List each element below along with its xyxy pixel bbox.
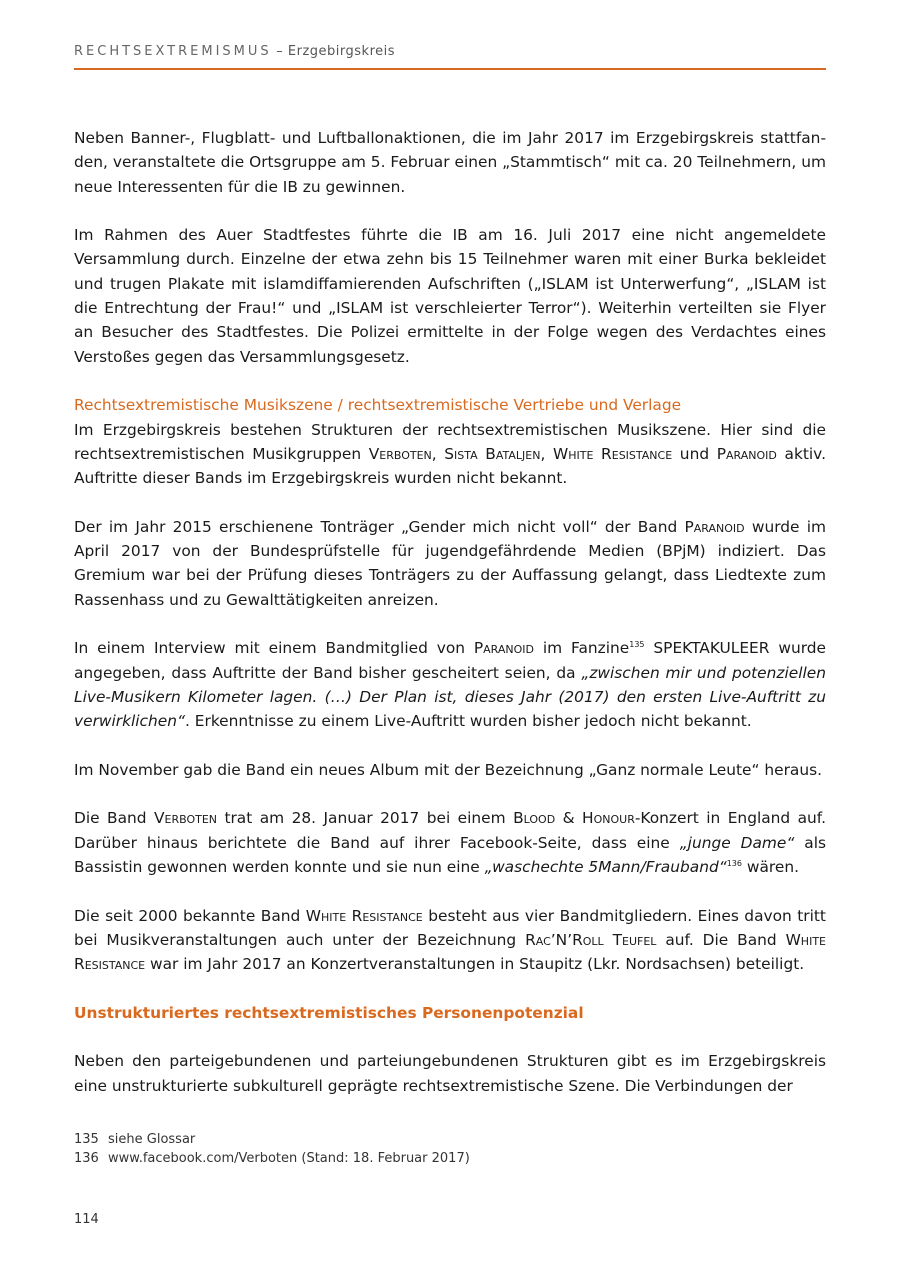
text-run: als Bassistin gewonnen werden konnte und sie nun eine [74,833,827,876]
subheading-music-scene: Rechtsextremistische Musikszene / rechtsextremistische Vertriebe und Verlage [74,396,682,415]
paragraph-interview [74,636,826,733]
paragraph-banner-actions: Neben Banner-, Flugblatt- und Luftballonaktionen, die im Jahr 2017 im Erzgebirgskreis stattfanden, veranstaltete die Ortsgruppe am 5. Februar einen „Stammtisch“ mit ca. 20 Teilnehmern, um neue Interessenten für die IB zu gewinnen. [74,129,826,196]
text-run: In einem Interview mit einem Bandmitglied von [74,639,474,658]
text-run: aktiv. Auftritte dieser Bands im Erzgebirgskreis wurden nicht bekannt. [74,444,826,488]
band-name: Verboten [368,444,432,463]
text-run: . Erkenntnisse zu einem Live-Auftritt wurden bisher jedoch nicht bekannt. [184,712,752,731]
text-run: Die Band [74,809,154,828]
paragraph-album: Im November gab die Band ein neues Album mit der Bezeichnung „Ganz normale Leute“ heraus. [74,760,823,779]
footnotes [74,1130,470,1168]
quote: „zwischen mir und potenziellen Live-Musikern Kilometer lagen. (…) Der Plan ist, dieses Jahr (2017) den ersten Live-Auftritt zu verwirklichen“ [74,663,826,731]
footnote-number: 135 [74,1132,99,1147]
body-text [74,126,826,1098]
quote: „junge Dame“ [679,833,795,852]
text-run: Die seit 2000 bekannte Band [74,906,306,925]
band-name: Paranoid [716,444,777,463]
footnote-text: siehe Glossar [108,1132,196,1147]
paragraph-verboten-concert [74,806,826,879]
footnote-number: 136 [74,1151,99,1166]
text-run: , [431,444,445,463]
text-run: besteht aus vier Bandmitgliedern. Eines davon tritt bei Musikveranstaltungen auch unter der Bezeichnung [74,906,826,949]
band-name: White Resistance [305,906,423,925]
footnote-ref[interactable]: 136 [726,858,742,868]
section-heading-unstructured: Unstrukturiertes rechtsextremistisches Personenpotenzial [74,1003,584,1022]
footnote [74,1149,470,1168]
text-run: war im Jahr 2017 an Konzertveranstaltungen in Staupitz (Lkr. Nordsachsen) beteiligt. [145,955,805,974]
paragraph-stadtfest: Im Rahmen des Auer Stadtfestes führte die IB am 16. Juli 2017 eine nicht angemeldete Versammlung durch. Einzelne der etwa zehn bis 15 Teilnehmer waren mit einer Burka bekleidet und trugen Plakate mit islamdiffamierenden Aufschriften („ISLAM ist Unterwerfung“, „ISLAM ist die Entrechtung der Frau!“ und „ISLAM ist verschleierter Terror“). Weiterhin verteilten sie Flyer an Besucher des Stadtfestes. Die Polizei ermittelte in der Folge wegen des Verdachtes eines Verstoßes gegen das Versammlungsgesetz. [74,226,826,366]
band-name: White Resistance [74,930,826,974]
paragraph-white-resistance [74,904,826,977]
text-run: Im Erzgebirgskreis bestehen Strukturen der rechtsextremistischen Musikszene. Hier sind die rechtsextremistischen Musikgruppen [74,420,826,463]
band-name: White Resistance [553,444,673,463]
running-header [74,44,826,70]
header-separator: – [271,44,288,59]
paragraph-unstructured-scene: Neben den parteigebundenen und parteiungebundenen Strukturen gibt es im Erzgebirgskreis eine unstrukturierte subkulturell geprägte rechtsextremistische Szene. Die Verbindungen der [74,1052,826,1095]
header-section: RECHTSEXTREMISMUS [74,44,272,59]
alias-name: Rac’N’Roll Teufel [525,930,657,949]
text-run: im Fanzine [534,639,630,658]
text-run: auf. Die Band [656,930,786,949]
text-run: wären. [741,857,800,876]
document-page [74,0,826,1276]
band-name: Verboten [153,809,218,828]
band-name: Paranoid [684,517,745,536]
band-name: Paranoid [473,639,535,658]
header-region: Erzgebirgskreis [287,44,396,59]
footnote-ref[interactable]: 135 [629,640,645,650]
paragraph-tontraeger [74,515,826,612]
paragraph-music-structures [74,418,826,491]
page-number: 114 [74,1212,99,1227]
text-run: , [540,444,554,463]
band-name: Sista Bataljen [444,444,541,463]
event-name: Blood & Honour [513,809,635,828]
text-run: und [672,444,717,463]
footnote [74,1130,470,1149]
quote: „waschechte 5Mann/Frauband“ [484,857,727,876]
footnote-text[interactable]: www.facebook.com/Verboten (Stand: 18. Februar 2017) [108,1151,470,1166]
text-run: SPEKTAKULEER wurde angegeben, dass Auftritte der Band bisher gescheitert seien, da [74,639,826,682]
text-run: Der im Jahr 2015 erschienene Tonträger „Gender mich nicht voll“ der Band [74,517,685,536]
text-run: trat am 28. Januar 2017 bei einem [217,809,514,828]
text-run: -Konzert in England auf. Darüber hinaus berichtete die Band auf ihrer Facebook-Seite, dass eine [74,809,826,852]
text-run: wurde im April 2017 von der Bundesprüfstelle für jugendgefährdende Medien (BPjM) indiziert. Das Gremium war bei der Prüfung dieses Tonträgers zu der Auffassung gelangt, dass Liedtexte zum Rassenhass und zu Gewalttätigkeiten anreizen. [74,517,826,609]
